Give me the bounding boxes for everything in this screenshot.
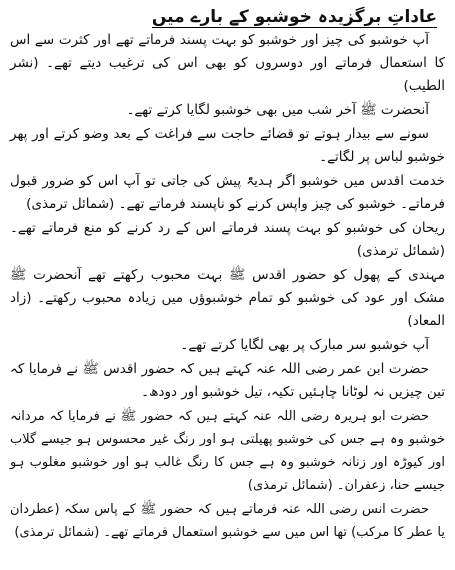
title-text: عاداتِ برگزیدہ خوشبو کے بارے میں — [151, 7, 437, 27]
page-title — [10, 6, 445, 27]
paragraph-10: حضرت انس رضی اللہ عنہ فرماتے ہیں کہ حضور ﷺ کے پاس سکہ (عطردان یا عطر کا مرکب) تھا اس میں سے خوشبو استعمال فرماتے تھے۔ (شمائل ترمذی) — [10, 502, 445, 540]
paragraph-4: خدمت اقدس میں خوشبو اگر ہدیۃً پیش کی جاتی تو آپ اس کو ضرور قبول فرماتے۔ خوشبو کی چیز واپس کرنے کو ناپسند فرماتے تھے۔ (شمائل ترمذی) — [10, 173, 445, 212]
paragraph-9: حضرت ابو ہریرہ رضی اللہ عنہ کہتے ہیں کہ حضور ﷺ نے فرمایا کہ مردانہ خوشبو وہ ہے جس کی خوشبو پھیلتی ہو اور رنگ غیر محسوس ہو جیسے گلاب اور کیوڑہ اور زنانہ خوشبو وہ ہے جس کا رنگ غالب ہو اور خوشبو مغلوب ہو جیسے حنا، زعفران۔ (شمائل ترمذی) — [10, 409, 445, 493]
paragraph-6: مہندی کے پھول کو حضور اقدس ﷺ بہت محبوب رکھتے تھے آنحضرت ﷺ مشک اور عود کی خوشبو کو تمام خوشبوؤں میں زیادہ محبوب رکھتے۔ (زاد المعاد) — [10, 267, 445, 329]
paragraph-8: حضرت ابن عمر رضی اللہ عنہ کہتے ہیں کہ حضور اقدس ﷺ نے فرمایا کہ تین چیزیں نہ لوٹانا چاہئیں تکیہ، تیل خوشبو اور دودھ۔ — [10, 361, 445, 400]
paragraph-7: آپ خوشبو سر مبارک پر بھی لگایا کرتے تھے۔ — [180, 337, 429, 353]
paragraph-2: آنحضرت ﷺ آخر شب میں بھی خوشبو لگایا کرتے تھے۔ — [126, 102, 429, 118]
paragraph-5: ریحان کی خوشبو کو بہت پسند فرماتے اس کے رد کرنے کو منع فرماتے تھے۔ (شمائل ترمذی) — [10, 220, 445, 259]
paragraph-1: آپ خوشبو کی چیز اور خوشبو کو بہت پسند فرماتے تھے اور کثرت سے اس کا استعمال فرماتے اور دوسروں کو بھی اس کی ترغیب دیتے تھے۔ (نشر الطیب) — [10, 32, 445, 94]
paragraph-3: سونے سے بیدار ہوتے تو قضائے حاجت سے فراغت کے بعد وضو کرتے اور پھر خوشبو لباس پر لگاتے۔ — [10, 126, 445, 165]
